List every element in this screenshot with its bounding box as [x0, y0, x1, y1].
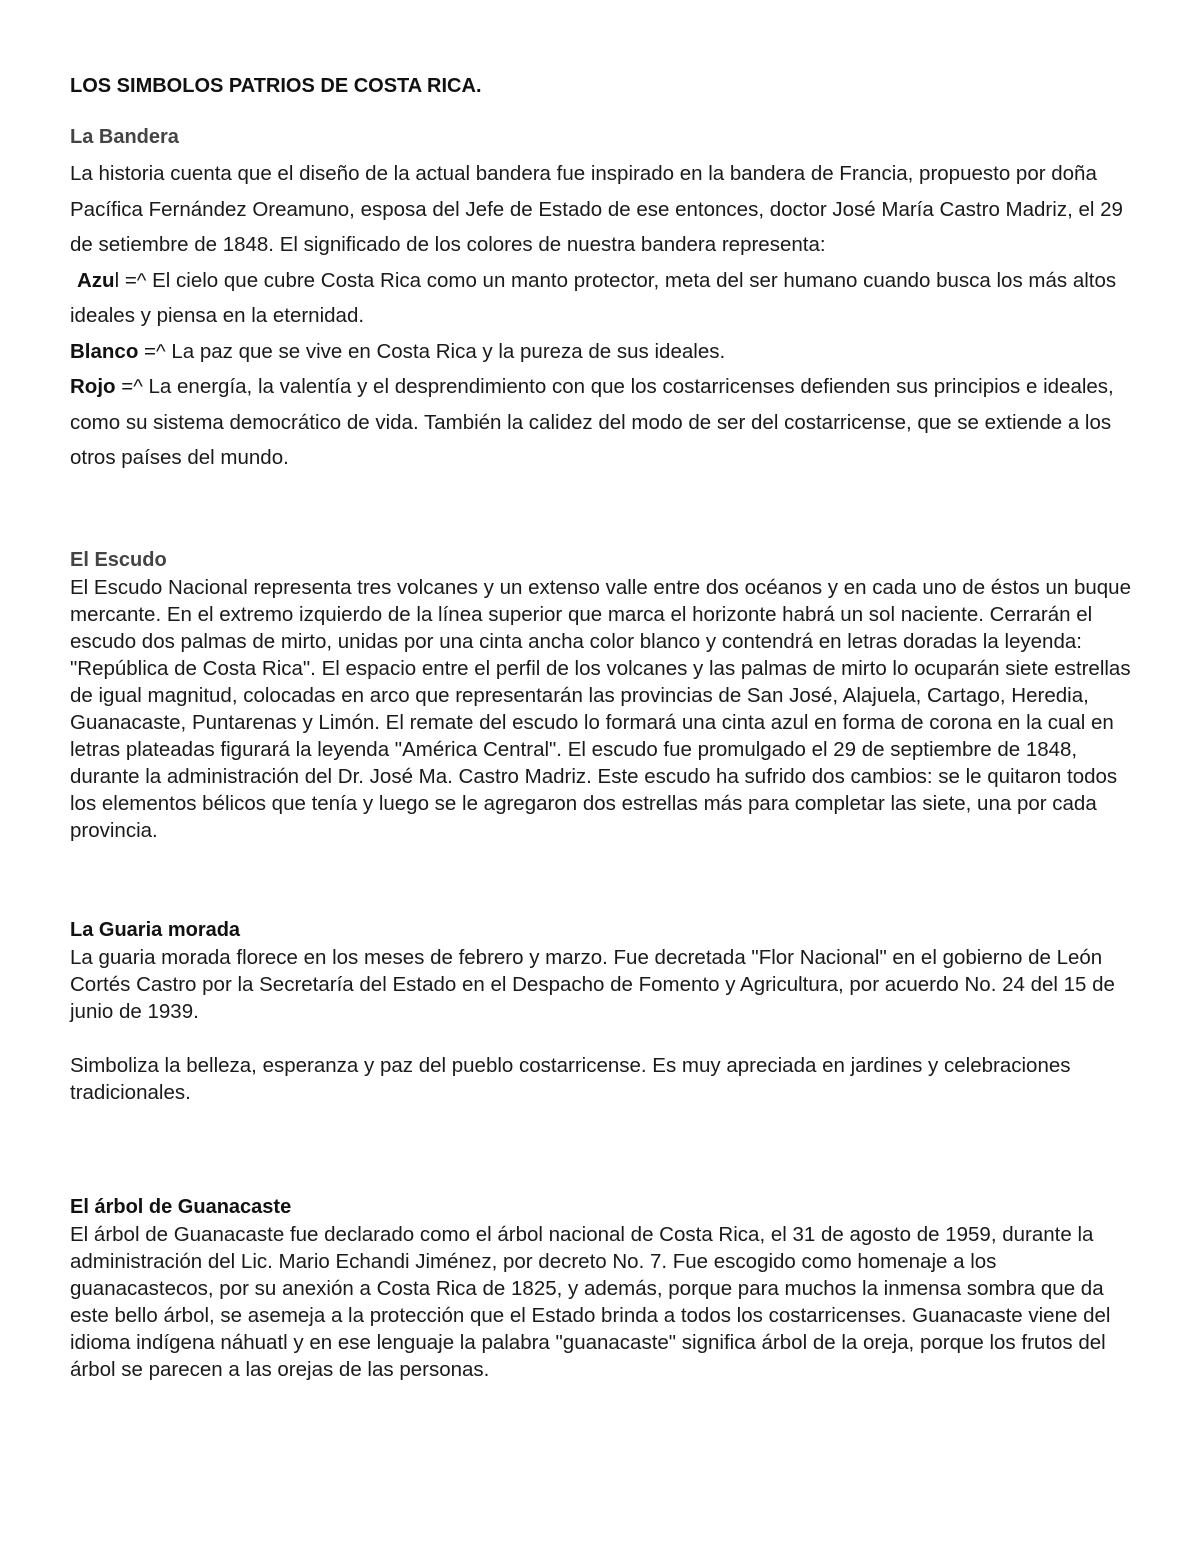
- arbol-body: El árbol de Guanacaste fue declarado como el árbol nacional de Costa Rica, el 31 de agosto de 1959, durante la administración del Lic. Mario Echandi Jiménez, por decreto No. 7. Fue escogido como homenaje a los guanacastecos, por su anexión a Costa Rica de 1825, y además, porque para muchos la inmensa sombra que da este bello árbol, se asemeja a la protección que el Estado brinda a todos los costarricenses. Guanacaste viene del idioma indígena náhuatl y en ese lenguaje la palabra "guanacaste" significa árbol de la oreja, porque los frutos del árbol se parecen a las orejas de las personas.: [70, 1223, 1111, 1381]
- rojo-text: =^ La energía, la valentía y el desprendimiento con que los costarricenses defienden sus principios e ideales, como su sistema democrático de vida. También la calidez del modo de ser del costarricense, que se extiende a los otros países del mundo.: [70, 375, 1114, 469]
- azul-label: Azu: [77, 268, 115, 292]
- heading-la-bandera: La Bandera: [70, 126, 179, 148]
- document-title: LOS SIMBOLOS PATRIOS DE COSTA RICA.: [70, 75, 482, 97]
- escudo-body: El Escudo Nacional representa tres volcanes y un extenso valle entre dos océanos y en cada uno de éstos un buque mercante. En el extremo izquierdo de la línea superior que marca el horizonte habrá un sol naciente. Cerrarán el escudo dos palmas de mirto, unidas por una cinta ancha color blanco y contendrá en letras doradas la leyenda: "República de Costa Rica". El espacio entre el perfil de los volcanes y las palmas de mirto lo ocuparán siete estrellas de igual magnitud, colocadas en arco que representarán las provincias de San José, Alajuela, Cartago, Heredia, Guanacaste, Puntarenas y Limón. El remate del escudo lo formará una cinta azul en forma de corona en la cual en letras plateadas figurará la leyenda "América Central". El escudo fue promulgado el 29 de septiembre de 1848, durante la administración del Dr. José Ma. Castro Madriz. Este escudo ha sufrido dos cambios: se le quitaron todos los elementos bélicos que tenía y luego se le agregaron dos estrellas más para completar las siete, una por cada provincia.: [70, 576, 1131, 842]
- bandera-intro: La historia cuenta que el diseño de la actual bandera fue inspirado en la bandera de Francia, propuesto por doña Pacífica Fernández Oreamuno, esposa del Jefe de Estado de ese entonces, doctor José María Castro Madriz, el 29 de setiembre de 1848. El significado de los colores de nuestra bandera representa:: [70, 162, 1123, 256]
- heading-el-escudo: El Escudo: [70, 549, 167, 571]
- bandera-rojo: [70, 369, 1140, 476]
- heading-el-arbol-de-guanacaste: El árbol de Guanacaste: [70, 1196, 292, 1218]
- bandera-azul: [70, 263, 1140, 334]
- rojo-label: Rojo: [70, 375, 116, 398]
- blanco-label: Blanco: [70, 339, 139, 363]
- guaria-body-paragraph-2: Simboliza la belleza, esperanza y paz del pueblo costarricense. Es muy apreciada en jardines y celebraciones tradicionales.: [70, 1054, 1071, 1104]
- blanco-text: =^ La paz que se vive en Costa Rica y la pureza de sus ideales.: [138, 339, 726, 363]
- bandera-blanco: [70, 334, 1140, 370]
- azul-label-rest: l: [114, 268, 120, 292]
- section-bandera: [70, 156, 1140, 476]
- guaria-body-paragraph-1: La guaria morada florece en los meses de febrero y marzo. Fue decretada "Flor Nacional" en el gobierno de León Cortés Castro por la Secretaría del Estado en el Despacho de Fomento y Agricultura, por acuerdo No. 24 del 15 de junio de 1939.: [70, 946, 1115, 1023]
- heading-la-guaria-morada: La Guaria morada: [70, 919, 241, 941]
- azul-text: =^ El cielo que cubre Costa Rica como un manto protector, meta del ser humano cuando busca los más altos ideales y piensa en la eternidad.: [70, 268, 1117, 327]
